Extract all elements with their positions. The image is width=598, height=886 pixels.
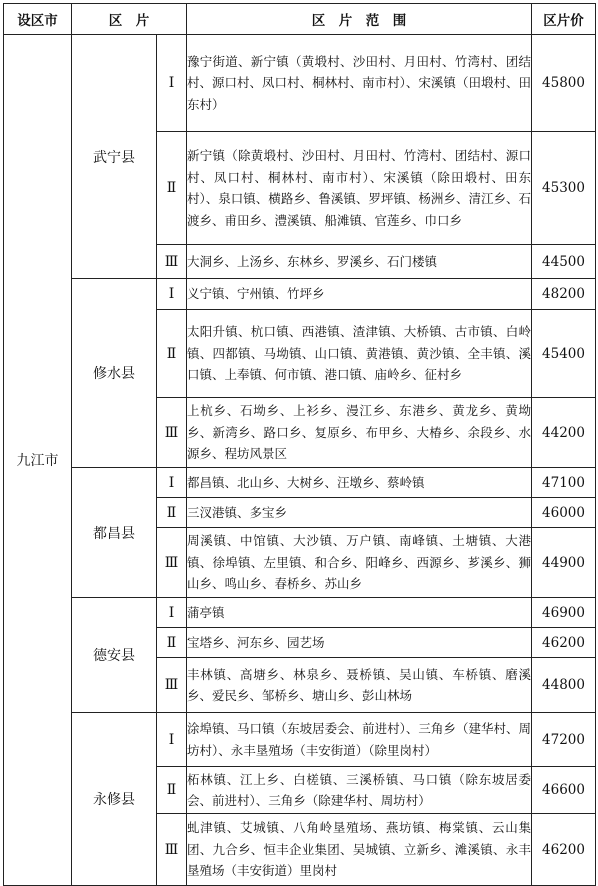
zone-scope: 丰林镇、高塘乡、林泉乡、聂桥镇、吴山镇、车桥镇、磨溪乡、爱民乡、邹桥乡、塘山乡、彭山林场	[187, 658, 532, 713]
header-row	[4, 4, 596, 35]
zone-grade: Ⅰ	[157, 35, 187, 132]
zone-price: 44200	[532, 398, 596, 468]
zone-scope: 太阳升镇、杭口镇、西港镇、渣津镇、大桥镇、古市镇、白岭镇、四都镇、马坳镇、山口镇、黄港镇、黄沙镇、全丰镇、溪口镇、上奉镇、何市镇、港口镇、庙岭乡、征村乡	[187, 310, 532, 398]
zone-price: 46000	[532, 498, 596, 528]
zone-grade: Ⅰ	[157, 598, 187, 628]
zone-price: 46200	[532, 628, 596, 658]
zone-price: 45300	[532, 132, 596, 245]
zone-grade: Ⅰ	[157, 713, 187, 767]
land-price-table	[3, 3, 596, 886]
zone-grade: Ⅱ	[157, 498, 187, 528]
table-row	[4, 468, 596, 498]
zone-price: 46200	[532, 814, 596, 886]
zone-scope: 蒲亭镇	[187, 598, 532, 628]
county-name: 武宁县	[72, 35, 157, 279]
zone-price: 45400	[532, 310, 596, 398]
zone-scope: 宝塔乡、河东乡、园艺场	[187, 628, 532, 658]
zone-grade: Ⅲ	[157, 245, 187, 279]
zone-grade: Ⅱ	[157, 767, 187, 814]
header-district: 区 片	[72, 4, 187, 35]
county-name: 修水县	[72, 279, 157, 468]
zone-grade: Ⅱ	[157, 132, 187, 245]
zone-scope: 涂埠镇、马口镇（东坡居委会、前进村）、三角乡（建华村、周坊村）、永丰垦殖场（丰安街道）（除里岗村）	[187, 713, 532, 767]
zone-scope: 柘林镇、江上乡、白槎镇、三溪桥镇、马口镇（除东坡居委会、前进村）、三角乡（除建华村、周坊村）	[187, 767, 532, 814]
header-city: 设区市	[4, 4, 72, 35]
zone-price: 46600	[532, 767, 596, 814]
zone-scope: 上杭乡、石坳乡、上衫乡、漫江乡、东港乡、黄龙乡、黄坳乡、新湾乡、路口乡、复原乡、布甲乡、大椿乡、余段乡、水源乡、程坊风景区	[187, 398, 532, 468]
zone-price: 44500	[532, 245, 596, 279]
zone-grade: Ⅱ	[157, 628, 187, 658]
header-price: 区片价	[532, 4, 596, 35]
table-row	[4, 279, 596, 310]
county-name: 德安县	[72, 598, 157, 713]
zone-price: 48200	[532, 279, 596, 310]
table-row	[4, 35, 596, 132]
zone-scope: 义宁镇、宁州镇、竹坪乡	[187, 279, 532, 310]
zone-grade: Ⅲ	[157, 814, 187, 886]
zone-grade: Ⅱ	[157, 310, 187, 398]
zone-grade: Ⅰ	[157, 279, 187, 310]
zone-scope: 虬津镇、艾城镇、八角岭垦殖场、燕坊镇、梅棠镇、云山集团、九合乡、恒丰企业集团、吴城镇、立新乡、滩溪镇、永丰垦殖场（丰安街道）里岗村	[187, 814, 532, 886]
zone-scope: 豫宁街道、新宁镇（黄塅村、沙田村、月田村、竹湾村、团结村、源口村、凤口村、桐林村、南市村）、宋溪镇（田塅村、田东村）	[187, 35, 532, 132]
county-name: 都昌县	[72, 468, 157, 598]
zone-price: 47200	[532, 713, 596, 767]
zone-price: 46900	[532, 598, 596, 628]
zone-scope: 都昌镇、北山乡、大树乡、汪墩乡、蔡岭镇	[187, 468, 532, 498]
zone-scope: 周溪镇、中馆镇、大沙镇、万户镇、南峰镇、土塘镇、大港镇、徐埠镇、左里镇、和合乡、阳峰乡、西源乡、芗溪乡、狮山乡、鸣山乡、春桥乡、苏山乡	[187, 528, 532, 598]
zone-price: 44900	[532, 528, 596, 598]
zone-grade: Ⅲ	[157, 658, 187, 713]
zone-price: 47100	[532, 468, 596, 498]
zone-price: 45800	[532, 35, 596, 132]
zone-grade: Ⅲ	[157, 528, 187, 598]
zone-scope: 大洞乡、上汤乡、东林乡、罗溪乡、石门楼镇	[187, 245, 532, 279]
zone-scope: 新宁镇（除黄塅村、沙田村、月田村、竹湾村、团结村、源口村、凤口村、桐林村、南市村）、宋溪镇（除田塅村、田东村）、泉口镇、横路乡、鲁溪镇、罗坪镇、杨洲乡、清江乡、石渡乡、甫田乡、澧溪镇、船滩镇、官莲乡、巾口乡	[187, 132, 532, 245]
zone-price: 44800	[532, 658, 596, 713]
header-scope: 区 片 范 围	[187, 4, 532, 35]
zone-grade: Ⅲ	[157, 398, 187, 468]
table-row	[4, 598, 596, 628]
zone-grade: Ⅰ	[157, 468, 187, 498]
city-name: 九江市	[4, 35, 72, 886]
zone-scope: 三汊港镇、多宝乡	[187, 498, 532, 528]
county-name: 永修县	[72, 713, 157, 886]
table-row	[4, 713, 596, 767]
